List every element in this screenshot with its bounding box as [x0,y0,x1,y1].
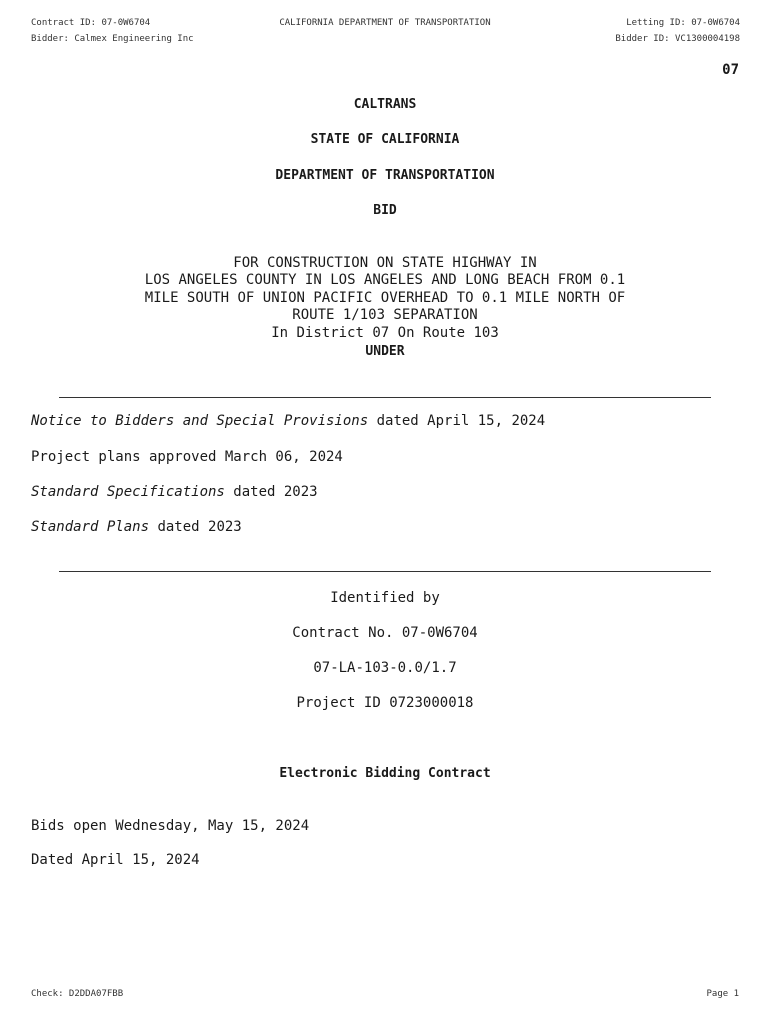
state-title: STATE OF CALIFORNIA [310,132,460,147]
std-plans-title: Standard Plans [31,519,150,535]
page-number: Page 1 [706,989,739,999]
description-line-3: MILE SOUTH OF UNION PACIFIC OVERHEAD TO 0.1 MILE NORTH OF [144,289,626,306]
check-code: Check: D2DDA07FBB [31,989,124,999]
specs-line [31,484,318,500]
location-code: 07-LA-103-0.0/1.7 [313,660,457,676]
description-line-2: LOS ANGELES COUNTY IN LOS ANGELES AND LONG BEACH FROM 0.1 [144,272,626,288]
description-line-1: FOR CONSTRUCTION ON STATE HIGHWAY IN [233,254,537,271]
project-description [0,237,770,342]
bidder-id: Bidder ID: VC1300004198 [615,34,740,44]
letting-id: Letting ID: 07-0W6704 [626,18,740,28]
specs-date: dated 2023 [224,484,318,500]
project-id: Project ID 0723000018 [296,695,474,711]
contract-number: Contract No. 07-0W6704 [292,625,478,641]
divider-bottom [59,571,711,572]
identified-by: Identified by [330,590,440,606]
notice-title: Notice to Bidders and Special Provisions [31,413,369,429]
bids-open-date: Bids open Wednesday, May 15, 2024 [31,818,310,834]
notice-date: dated April 15, 2024 [368,413,546,429]
bid-title: BID [373,203,397,218]
description-line-5: In District 07 On Route 103 [271,324,499,341]
district-code: 07 [722,62,739,78]
contract-type: Electronic Bidding Contract [279,766,491,781]
std-plans-date: dated 2023 [149,519,242,535]
department-title: DEPARTMENT OF TRANSPORTATION [275,168,495,183]
bidder-name: Bidder: Calmex Engineering Inc [31,34,194,44]
plans-line: Project plans approved March 06, 2024 [31,449,343,465]
description-line-4: ROUTE 1/103 SEPARATION [292,307,478,323]
std-plans-line [31,519,242,535]
notice-line [31,413,545,429]
caltrans-title: CALTRANS [353,97,417,112]
dated-line: Dated April 15, 2024 [31,852,200,868]
under-label: UNDER [365,344,405,359]
specs-title: Standard Specifications [31,484,225,500]
contract-id: Contract ID: 07-0W6704 [31,18,151,28]
agency-header: CALIFORNIA DEPARTMENT OF TRANSPORTATION [279,18,491,28]
divider-top [59,397,711,398]
